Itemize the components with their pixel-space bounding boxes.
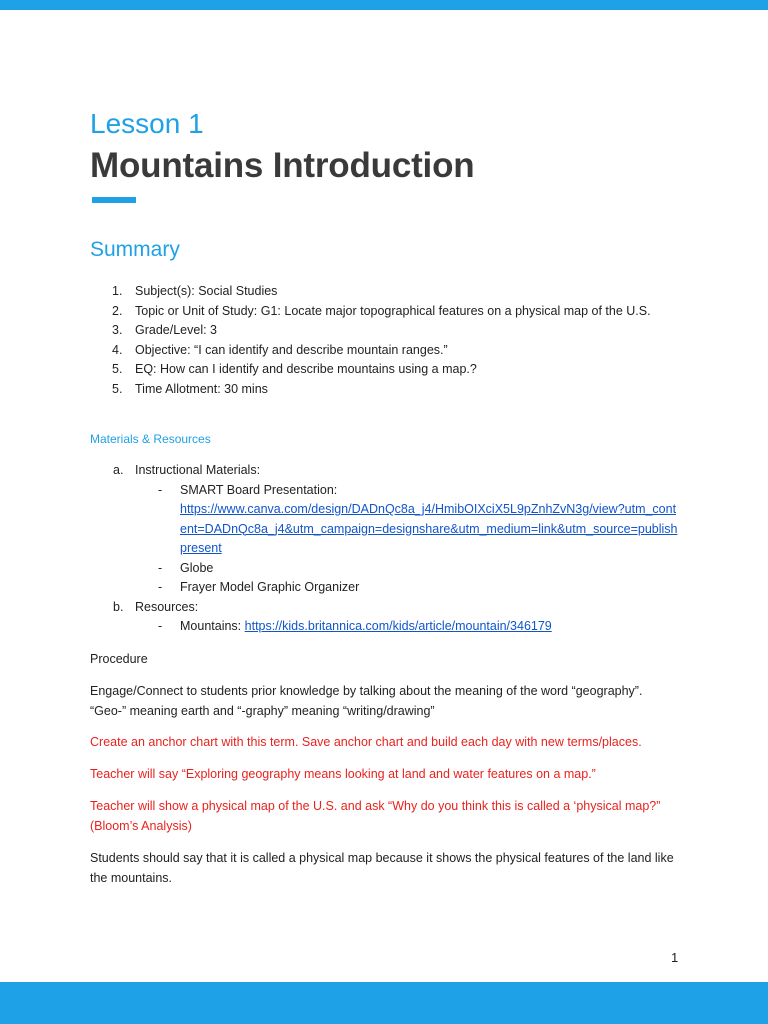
- list-item: [0, 559, 768, 579]
- instructional-materials-label: Instructional Materials:: [135, 463, 261, 477]
- dash-marker: -: [158, 580, 163, 594]
- item-text: Topic or Unit of Study: G1: Locate major topographical features on a physical map of the U.S.: [135, 303, 651, 318]
- materials-heading: Materials & Resources: [90, 432, 211, 446]
- title-underline: [92, 197, 136, 203]
- item-number: 3.: [112, 323, 123, 337]
- summary-heading: Summary: [90, 238, 180, 261]
- mountains-label: Mountains:: [180, 619, 242, 633]
- lesson-kicker: Lesson 1: [90, 108, 204, 139]
- smart-board-link[interactable]: https://www.canva.com/design/DADnQc8a_j4/HmibOIXciX5L9pZnhZvN3g/view?utm_content=DADnQc8a_j4&utm_campaign=designshare&utm_medium=link&utm_source=publishpresent: [180, 502, 678, 555]
- dash-marker: -: [158, 482, 163, 497]
- frayer-item: Frayer Model Graphic Organizer: [180, 580, 360, 594]
- list-item: [0, 578, 768, 598]
- item-text: Objective: “I can identify and describe mountain ranges.”: [135, 342, 448, 357]
- dash-marker: -: [158, 560, 163, 575]
- engage-paragraph: Engage/Connect to students prior knowledge by talking about the meaning of the word “geography”. “Geo-” meaning earth and “-graphy” meaning “writing/drawing”: [90, 684, 643, 718]
- top-accent-bar: [0, 0, 768, 10]
- item-text: Subject(s): Social Studies: [135, 284, 278, 298]
- teacher-show-paragraph: Teacher will show a physical map of the U.S. and ask “Why do you think this is called a ‘physical map?” (Bloom’s Analysis): [90, 799, 661, 833]
- item-text: Grade/Level: 3: [135, 323, 217, 337]
- item-number: 5.: [112, 362, 123, 376]
- dash-marker: -: [158, 619, 163, 633]
- item-number: 4.: [112, 342, 123, 357]
- item-text: EQ: How can I identify and describe mountains using a map.?: [135, 362, 477, 376]
- item-number: 1.: [112, 284, 123, 298]
- list-item: [0, 461, 768, 481]
- item-number: 2.: [112, 303, 123, 318]
- page-title: Mountains Introduction: [90, 146, 475, 185]
- resources-label: Resources:: [135, 599, 199, 614]
- teacher-say-paragraph: Teacher will say “Exploring geography means looking at land and water features on a map.”: [90, 767, 596, 781]
- item-number: 5.: [112, 381, 123, 396]
- page-number: 1: [671, 950, 679, 965]
- mountains-link[interactable]: https://kids.britannica.com/kids/article/mountain/346179: [244, 619, 552, 633]
- list-item: [0, 598, 768, 618]
- bottom-accent-bar: [0, 982, 768, 1024]
- anchor-chart-paragraph: Create an anchor chart with this term. Save anchor chart and build each day with new terms/places.: [90, 735, 642, 749]
- item-text: Time Allotment: 30 mins: [135, 381, 268, 396]
- list-item: [0, 481, 768, 501]
- smart-board-label: SMART Board Presentation:: [180, 482, 338, 497]
- procedure-heading: Procedure: [90, 652, 148, 666]
- globe-item: Globe: [180, 560, 214, 575]
- item-marker: a.: [113, 463, 124, 477]
- materials-list: [0, 461, 768, 637]
- list-item: [0, 500, 768, 559]
- mountains-resource: [180, 617, 552, 637]
- list-item: [0, 617, 768, 637]
- item-marker: b.: [113, 599, 124, 614]
- students-paragraph: Students should say that it is called a physical map because it shows the physical features of the land like the mountains.: [90, 851, 674, 885]
